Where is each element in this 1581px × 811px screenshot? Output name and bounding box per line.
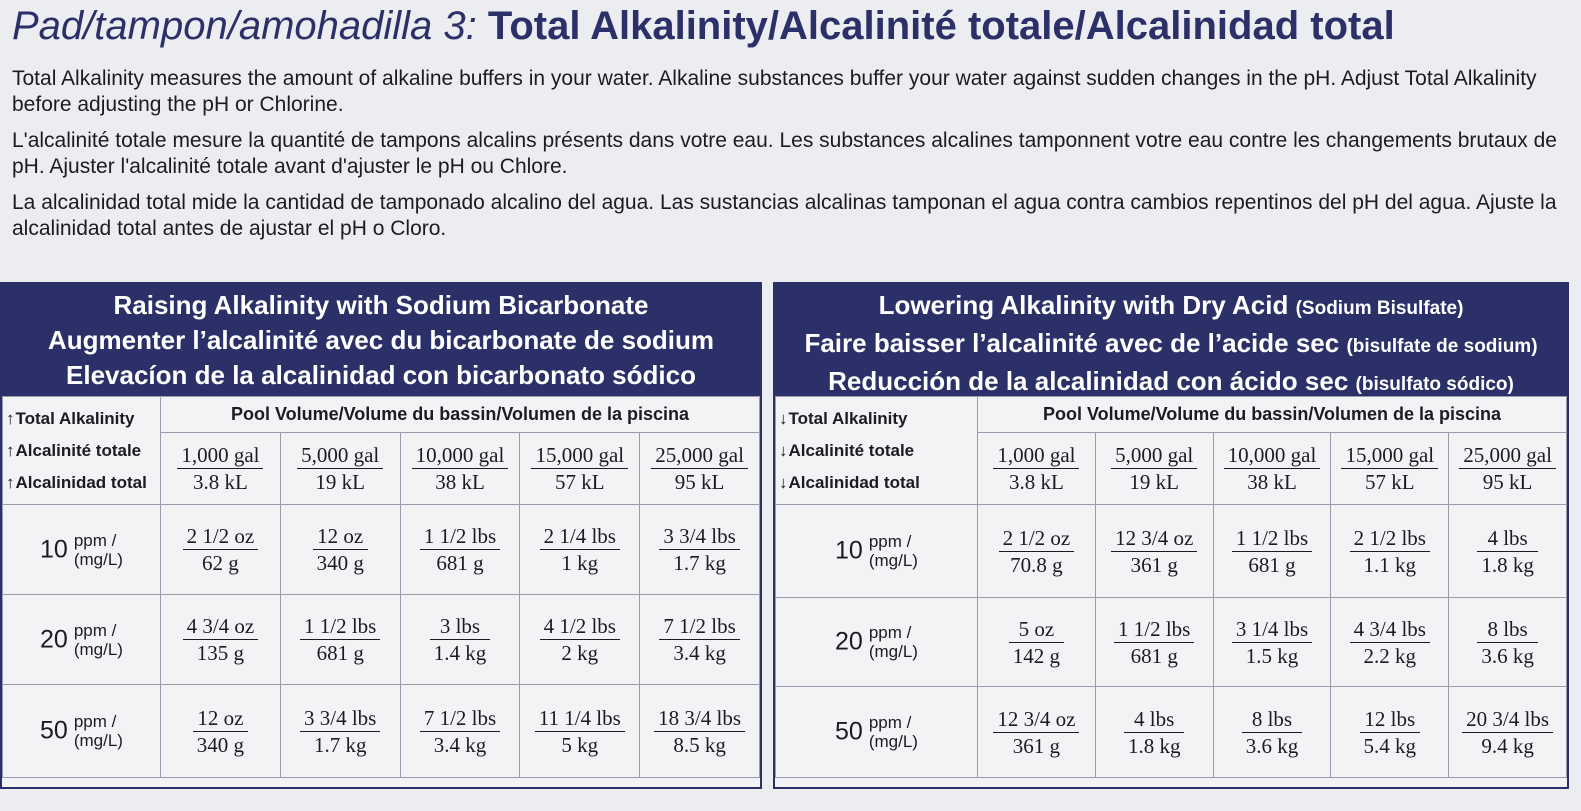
dosage-cell <box>1449 687 1567 778</box>
dosage-fraction <box>183 613 259 666</box>
volume-gallons: 25,000 gal <box>1459 442 1556 469</box>
dosage-fraction <box>993 706 1079 759</box>
intro-french: L'alcalinité totale mesure la quantité de tampons alcalins présents dans votre eau. Les substances alcalines tamponnent votre eau contre les changements brutaux de pH. Ajuster l'alcalinité totale avant d'ajuster le pH ou Chlore. <box>12 129 1557 178</box>
intro-english: Total Alkalinity measures the amount of alkaline buffers in your water. Alkaline substances buffer your water against sudden changes in the pH. Adjust Total Alkalinity before adjusting the pH or Chlorine. <box>12 67 1537 116</box>
dosage-metric: 1 kg <box>561 551 599 575</box>
alkalinity-label-text: Alcalinité totale <box>788 440 915 460</box>
dosage-imperial: 3 3/4 lbs <box>659 523 739 550</box>
volume-kiloliters: 57 kL <box>1364 470 1415 494</box>
dosage-cell <box>1331 687 1449 778</box>
volume-kiloliters: 3.8 kL <box>192 470 248 494</box>
dosage-cell <box>1331 598 1449 687</box>
lower-header-line <box>775 326 1567 364</box>
ppm-value: 10 <box>40 535 68 563</box>
ppm-unit-top: ppm / <box>868 713 912 732</box>
dosage-imperial: 18 3/4 lbs <box>654 705 745 732</box>
dosage-imperial: 8 lbs <box>1477 616 1538 643</box>
dosage-metric: 2.2 kg <box>1363 643 1417 668</box>
dosage-metric: 340 g <box>196 732 245 757</box>
dosage-imperial: 8 lbs <box>1242 706 1303 733</box>
ppm-unit-bottom: (mg/L) <box>868 551 918 570</box>
volume-gallons: 5,000 gal <box>297 442 383 469</box>
lower-header-line <box>775 288 1567 326</box>
dosage-fraction <box>540 523 620 576</box>
dosage-imperial: 12 oz <box>313 523 368 550</box>
dosage-fraction <box>300 705 380 758</box>
dosage-fraction <box>420 705 500 758</box>
dosage-fraction <box>1111 525 1197 578</box>
dosage-cell <box>640 685 760 778</box>
lower-header-note: (Sodium Bisulfate) <box>1295 298 1464 319</box>
dosage-imperial: 4 3/4 oz <box>183 613 259 640</box>
dosage-fraction <box>999 525 1075 578</box>
dosage-metric: 361 g <box>1130 552 1178 577</box>
volume-fraction <box>993 442 1079 495</box>
dosage-cell <box>161 505 281 595</box>
dosage-cell <box>400 505 520 595</box>
dosage-metric: 681 g <box>436 551 484 575</box>
ppm-cell <box>776 598 978 687</box>
table-row <box>776 598 1567 687</box>
dosage-imperial: 4 3/4 lbs <box>1350 616 1430 643</box>
dosage-fraction <box>430 613 491 666</box>
dosage-cell <box>280 505 400 595</box>
volume-fraction <box>1459 442 1556 495</box>
volume-cell <box>280 433 400 505</box>
dosage-cell <box>400 685 520 778</box>
ppm-cell <box>3 505 161 595</box>
dosage-fraction <box>1477 616 1538 669</box>
ppm-cell <box>776 687 978 778</box>
dosage-metric: 9.4 kg <box>1481 733 1534 758</box>
pad-label: Pad/tampon/amohadilla 3: <box>12 4 477 48</box>
table-row <box>776 505 1567 598</box>
page-title <box>12 4 1395 48</box>
ppm-unit-top: ppm / <box>73 530 117 550</box>
arrow-up-icon: ↑ <box>6 440 15 460</box>
ppm-cell <box>3 595 161 685</box>
volume-cell <box>1213 433 1331 505</box>
dosage-cell <box>1095 598 1213 687</box>
dosage-metric: 70.8 g <box>1010 552 1063 577</box>
dosage-imperial: 4 lbs <box>1124 706 1185 733</box>
dosage-metric: 3.6 kg <box>1245 733 1299 758</box>
dosage-imperial: 5 oz <box>1009 616 1064 643</box>
dosage-imperial: 3 1/4 lbs <box>1232 616 1312 643</box>
dosage-imperial: 3 lbs <box>430 613 491 640</box>
dosage-cell <box>280 595 400 685</box>
dosage-fraction <box>1360 706 1421 759</box>
dosage-fraction <box>193 705 248 758</box>
dosage-cell <box>520 685 640 778</box>
ppm-value: 20 <box>40 625 68 653</box>
dosage-fraction <box>1242 706 1303 759</box>
ppm-unit <box>869 532 918 570</box>
ppm-unit <box>74 712 123 750</box>
raise-dosage-table <box>2 396 760 778</box>
dosage-cell <box>1213 687 1331 778</box>
ppm-cell <box>776 505 978 598</box>
dosage-imperial: 3 3/4 lbs <box>300 705 380 732</box>
volume-fraction <box>531 442 628 495</box>
pool-volume-header: Pool Volume/Volume du bassin/Volumen de la piscina <box>161 397 760 433</box>
volume-kiloliters: 57 kL <box>554 470 605 494</box>
dosage-metric: 1.8 kg <box>1481 552 1534 577</box>
raise-header-line <box>2 358 760 393</box>
dosage-cell <box>978 598 1096 687</box>
raise-header-main: Augmenter l’alcalinité avec du bicarbonate de sodium <box>47 325 715 355</box>
ppm-unit-bottom: (mg/L) <box>73 549 123 569</box>
dosage-fraction <box>1350 525 1430 578</box>
intro-spanish: La alcalinidad total mide la cantidad de tamponado alcalino del agua. Las sustancias alcalinas tamponan el agua contra cambios repentinos del pH del agua. Ajuste la alcalinidad total antes de ajustar el pH o Cloro. <box>12 191 1557 240</box>
lower-dosage-table <box>775 396 1567 778</box>
dosage-imperial: 2 1/2 oz <box>999 525 1075 552</box>
dosage-imperial: 2 1/2 lbs <box>1350 525 1430 552</box>
alkalinity-label-text: Alcalinité totale <box>15 440 142 460</box>
dosage-imperial: 20 3/4 lbs <box>1462 706 1553 733</box>
dosage-fraction <box>540 613 620 666</box>
volume-kiloliters: 38 kL <box>1247 470 1297 494</box>
ppm-value: 50 <box>40 716 68 745</box>
intro-text <box>12 66 1567 252</box>
arrow-down-icon: ↓ <box>779 408 788 428</box>
dosage-cell <box>520 505 640 595</box>
dosage-fraction <box>420 523 500 576</box>
volume-gallons: 5,000 gal <box>1111 442 1197 469</box>
volume-cell <box>1449 433 1567 505</box>
lower-header-main: Reducción de la alcalinidad con ácido sec <box>828 366 1349 396</box>
dosage-fraction <box>313 523 368 576</box>
volume-fraction <box>412 442 509 495</box>
dosage-fraction <box>1232 616 1312 669</box>
dosage-cell <box>1213 505 1331 598</box>
volume-cell <box>161 433 281 505</box>
lower-alkalinity-label <box>776 397 978 505</box>
dosage-cell <box>520 595 640 685</box>
ppm-value: 20 <box>835 627 863 656</box>
raise-alkalinity-panel <box>0 282 762 789</box>
arrow-up-icon: ↑ <box>6 472 15 492</box>
raise-header-line <box>2 323 760 358</box>
dosage-imperial: 1 1/2 lbs <box>1114 616 1194 643</box>
alkalinity-label-line <box>6 435 160 467</box>
ppm-unit <box>74 621 123 659</box>
dosage-metric: 135 g <box>196 641 245 665</box>
volume-kiloliters: 95 kL <box>674 470 725 494</box>
ppm-unit-top: ppm / <box>868 532 912 551</box>
dosage-imperial: 4 1/2 lbs <box>540 613 620 640</box>
dosage-cell <box>1213 598 1331 687</box>
volume-kiloliters: 38 kL <box>435 470 485 494</box>
dosage-fraction <box>1232 525 1312 578</box>
dosage-fraction <box>654 705 745 758</box>
volume-cell <box>978 433 1096 505</box>
dosage-metric: 62 g <box>202 551 239 575</box>
dosage-fraction <box>1350 616 1430 669</box>
dosage-metric: 142 g <box>1012 643 1061 668</box>
dosage-fraction <box>1462 706 1553 759</box>
volume-gallons: 1,000 gal <box>177 442 263 469</box>
lower-panel-header <box>775 284 1567 396</box>
dosage-metric: 3.4 kg <box>433 732 487 757</box>
dosage-imperial: 12 lbs <box>1360 706 1421 733</box>
dosage-imperial: 1 1/2 lbs <box>300 613 380 640</box>
dosage-cell <box>978 505 1096 598</box>
dosage-cell <box>161 595 281 685</box>
volume-cell <box>640 433 760 505</box>
dosage-cell <box>1095 505 1213 598</box>
dosage-cell <box>1449 505 1567 598</box>
ppm-unit <box>869 623 918 661</box>
dosage-metric: 5 kg <box>561 732 599 757</box>
dosage-fraction <box>1477 525 1538 578</box>
volume-kiloliters: 19 kL <box>1129 470 1179 494</box>
dosage-fraction <box>535 705 625 758</box>
dosage-metric: 681 g <box>1130 643 1178 668</box>
arrow-down-icon: ↓ <box>779 440 788 460</box>
alkalinity-label-line <box>6 403 160 435</box>
lower-alkalinity-panel <box>773 282 1569 789</box>
raise-header-main: Elevacíon de la alcalinidad con bicarbonato sódico <box>66 360 696 390</box>
volume-cell <box>1331 433 1449 505</box>
volume-kiloliters: 95 kL <box>1482 470 1533 494</box>
ppm-unit <box>74 531 123 569</box>
dosage-cell <box>640 505 760 595</box>
lower-header-line <box>775 364 1567 402</box>
alkalinity-label-text: Total Alkalinity <box>788 408 908 428</box>
ppm-cell <box>3 685 161 778</box>
volume-cell <box>520 433 640 505</box>
dosage-metric: 681 g <box>1248 552 1296 577</box>
table-row <box>3 505 760 595</box>
dosage-metric: 1.5 kg <box>1245 643 1299 668</box>
dosage-metric: 361 g <box>1012 733 1061 758</box>
dosage-cell <box>1449 598 1567 687</box>
dosage-imperial: 12 oz <box>193 705 248 732</box>
alkalinity-label-line <box>779 435 977 467</box>
pool-volume-header: Pool Volume/Volume du bassin/Volumen de la piscina <box>978 397 1567 433</box>
table-row <box>3 595 760 685</box>
ppm-unit-top: ppm / <box>868 623 912 642</box>
dosage-imperial: 1 1/2 lbs <box>420 523 500 550</box>
volume-fraction <box>177 442 263 495</box>
volume-gallons: 15,000 gal <box>531 442 628 469</box>
alkalinity-label-text: Total Alkalinity <box>15 408 135 428</box>
dosage-cell <box>400 595 520 685</box>
dosage-metric: 8.5 kg <box>673 732 726 757</box>
dosage-imperial: 7 1/2 lbs <box>659 613 739 640</box>
ppm-unit-top: ppm / <box>73 620 117 640</box>
lower-header-note: (bisulfate de sodium) <box>1346 336 1538 357</box>
dosage-metric: 1.8 kg <box>1127 733 1181 758</box>
volume-gallons: 10,000 gal <box>1224 442 1321 469</box>
dosage-cell <box>280 685 400 778</box>
volume-cell <box>1095 433 1213 505</box>
volume-fraction <box>1111 442 1197 495</box>
alkalinity-label-line <box>779 403 977 435</box>
ppm-unit <box>869 713 918 751</box>
dosage-imperial: 7 1/2 lbs <box>420 705 500 732</box>
volume-kiloliters: 3.8 kL <box>1008 470 1064 494</box>
ppm-unit-top: ppm / <box>73 712 117 731</box>
table-row <box>776 687 1567 778</box>
table-header-row <box>3 397 760 433</box>
dosage-metric: 2 kg <box>561 641 599 665</box>
dosage-fraction <box>183 523 259 576</box>
dosage-cell <box>161 685 281 778</box>
volume-gallons: 15,000 gal <box>1341 442 1438 469</box>
arrow-up-icon: ↑ <box>6 408 15 428</box>
raise-header-main: Raising Alkalinity with Sodium Bicarbonate <box>113 290 649 320</box>
dosage-metric: 1.7 kg <box>673 551 726 575</box>
dosage-fraction <box>659 523 739 576</box>
ppm-unit-bottom: (mg/L) <box>868 732 918 751</box>
alkalinity-label-text: Alcalinidad total <box>15 472 147 492</box>
volume-kiloliters: 19 kL <box>315 470 365 494</box>
alkalinity-label-text: Alcalinidad total <box>788 472 920 492</box>
volume-gallons: 10,000 gal <box>412 442 509 469</box>
dosage-imperial: 1 1/2 lbs <box>1232 525 1312 552</box>
dosage-metric: 681 g <box>316 641 364 665</box>
volume-cell <box>400 433 520 505</box>
dosage-cell <box>1095 687 1213 778</box>
volume-fraction <box>297 442 383 495</box>
dosage-fraction <box>1009 616 1064 669</box>
dosage-cell <box>1331 505 1449 598</box>
alkalinity-label-line <box>779 467 977 499</box>
dosage-imperial: 2 1/2 oz <box>183 523 259 550</box>
volume-fraction <box>651 442 748 495</box>
ppm-unit-bottom: (mg/L) <box>868 642 918 661</box>
dosage-fraction <box>1114 616 1194 669</box>
lower-header-main: Lowering Alkalinity with Dry Acid <box>878 290 1289 320</box>
volume-gallons: 1,000 gal <box>993 442 1079 469</box>
title-main: Total Alkalinity/Alcalinité totale/Alcalinidad total <box>487 4 1395 48</box>
lower-header-main: Faire baisser l’alcalinité avec de l’acide sec <box>804 328 1340 358</box>
ppm-unit-bottom: (mg/L) <box>73 639 123 659</box>
dosage-metric: 1.1 kg <box>1363 552 1417 577</box>
dosage-imperial: 12 3/4 oz <box>1111 525 1197 552</box>
table-row <box>3 685 760 778</box>
volume-gallons: 25,000 gal <box>651 442 748 469</box>
ppm-value: 50 <box>835 717 863 746</box>
dosage-metric: 5.4 kg <box>1363 733 1417 758</box>
dosage-imperial: 12 3/4 oz <box>993 706 1079 733</box>
dosage-metric: 3.4 kg <box>673 641 726 665</box>
dosage-metric: 340 g <box>316 551 364 575</box>
raise-alkalinity-label <box>3 397 161 505</box>
alkalinity-label-line <box>6 467 160 499</box>
dosage-imperial: 2 1/4 lbs <box>540 523 620 550</box>
ppm-unit-bottom: (mg/L) <box>73 731 123 750</box>
dosage-imperial: 11 1/4 lbs <box>535 705 625 732</box>
ppm-value: 10 <box>835 536 863 565</box>
lower-header-note: (bisulfato sódico) <box>1355 374 1514 395</box>
raise-header-line <box>2 288 760 323</box>
dosage-cell <box>640 595 760 685</box>
dosage-metric: 3.6 kg <box>1481 643 1534 668</box>
raise-panel-header <box>2 284 760 396</box>
volume-fraction <box>1224 442 1321 495</box>
dosage-metric: 1.7 kg <box>313 732 367 757</box>
dosage-cell <box>978 687 1096 778</box>
dosage-fraction <box>659 613 739 666</box>
dosage-fraction <box>300 613 380 666</box>
dosage-fraction <box>1124 706 1185 759</box>
dosage-imperial: 4 lbs <box>1477 525 1538 552</box>
arrow-down-icon: ↓ <box>779 472 788 492</box>
volume-fraction <box>1341 442 1438 495</box>
dosage-metric: 1.4 kg <box>433 641 487 665</box>
